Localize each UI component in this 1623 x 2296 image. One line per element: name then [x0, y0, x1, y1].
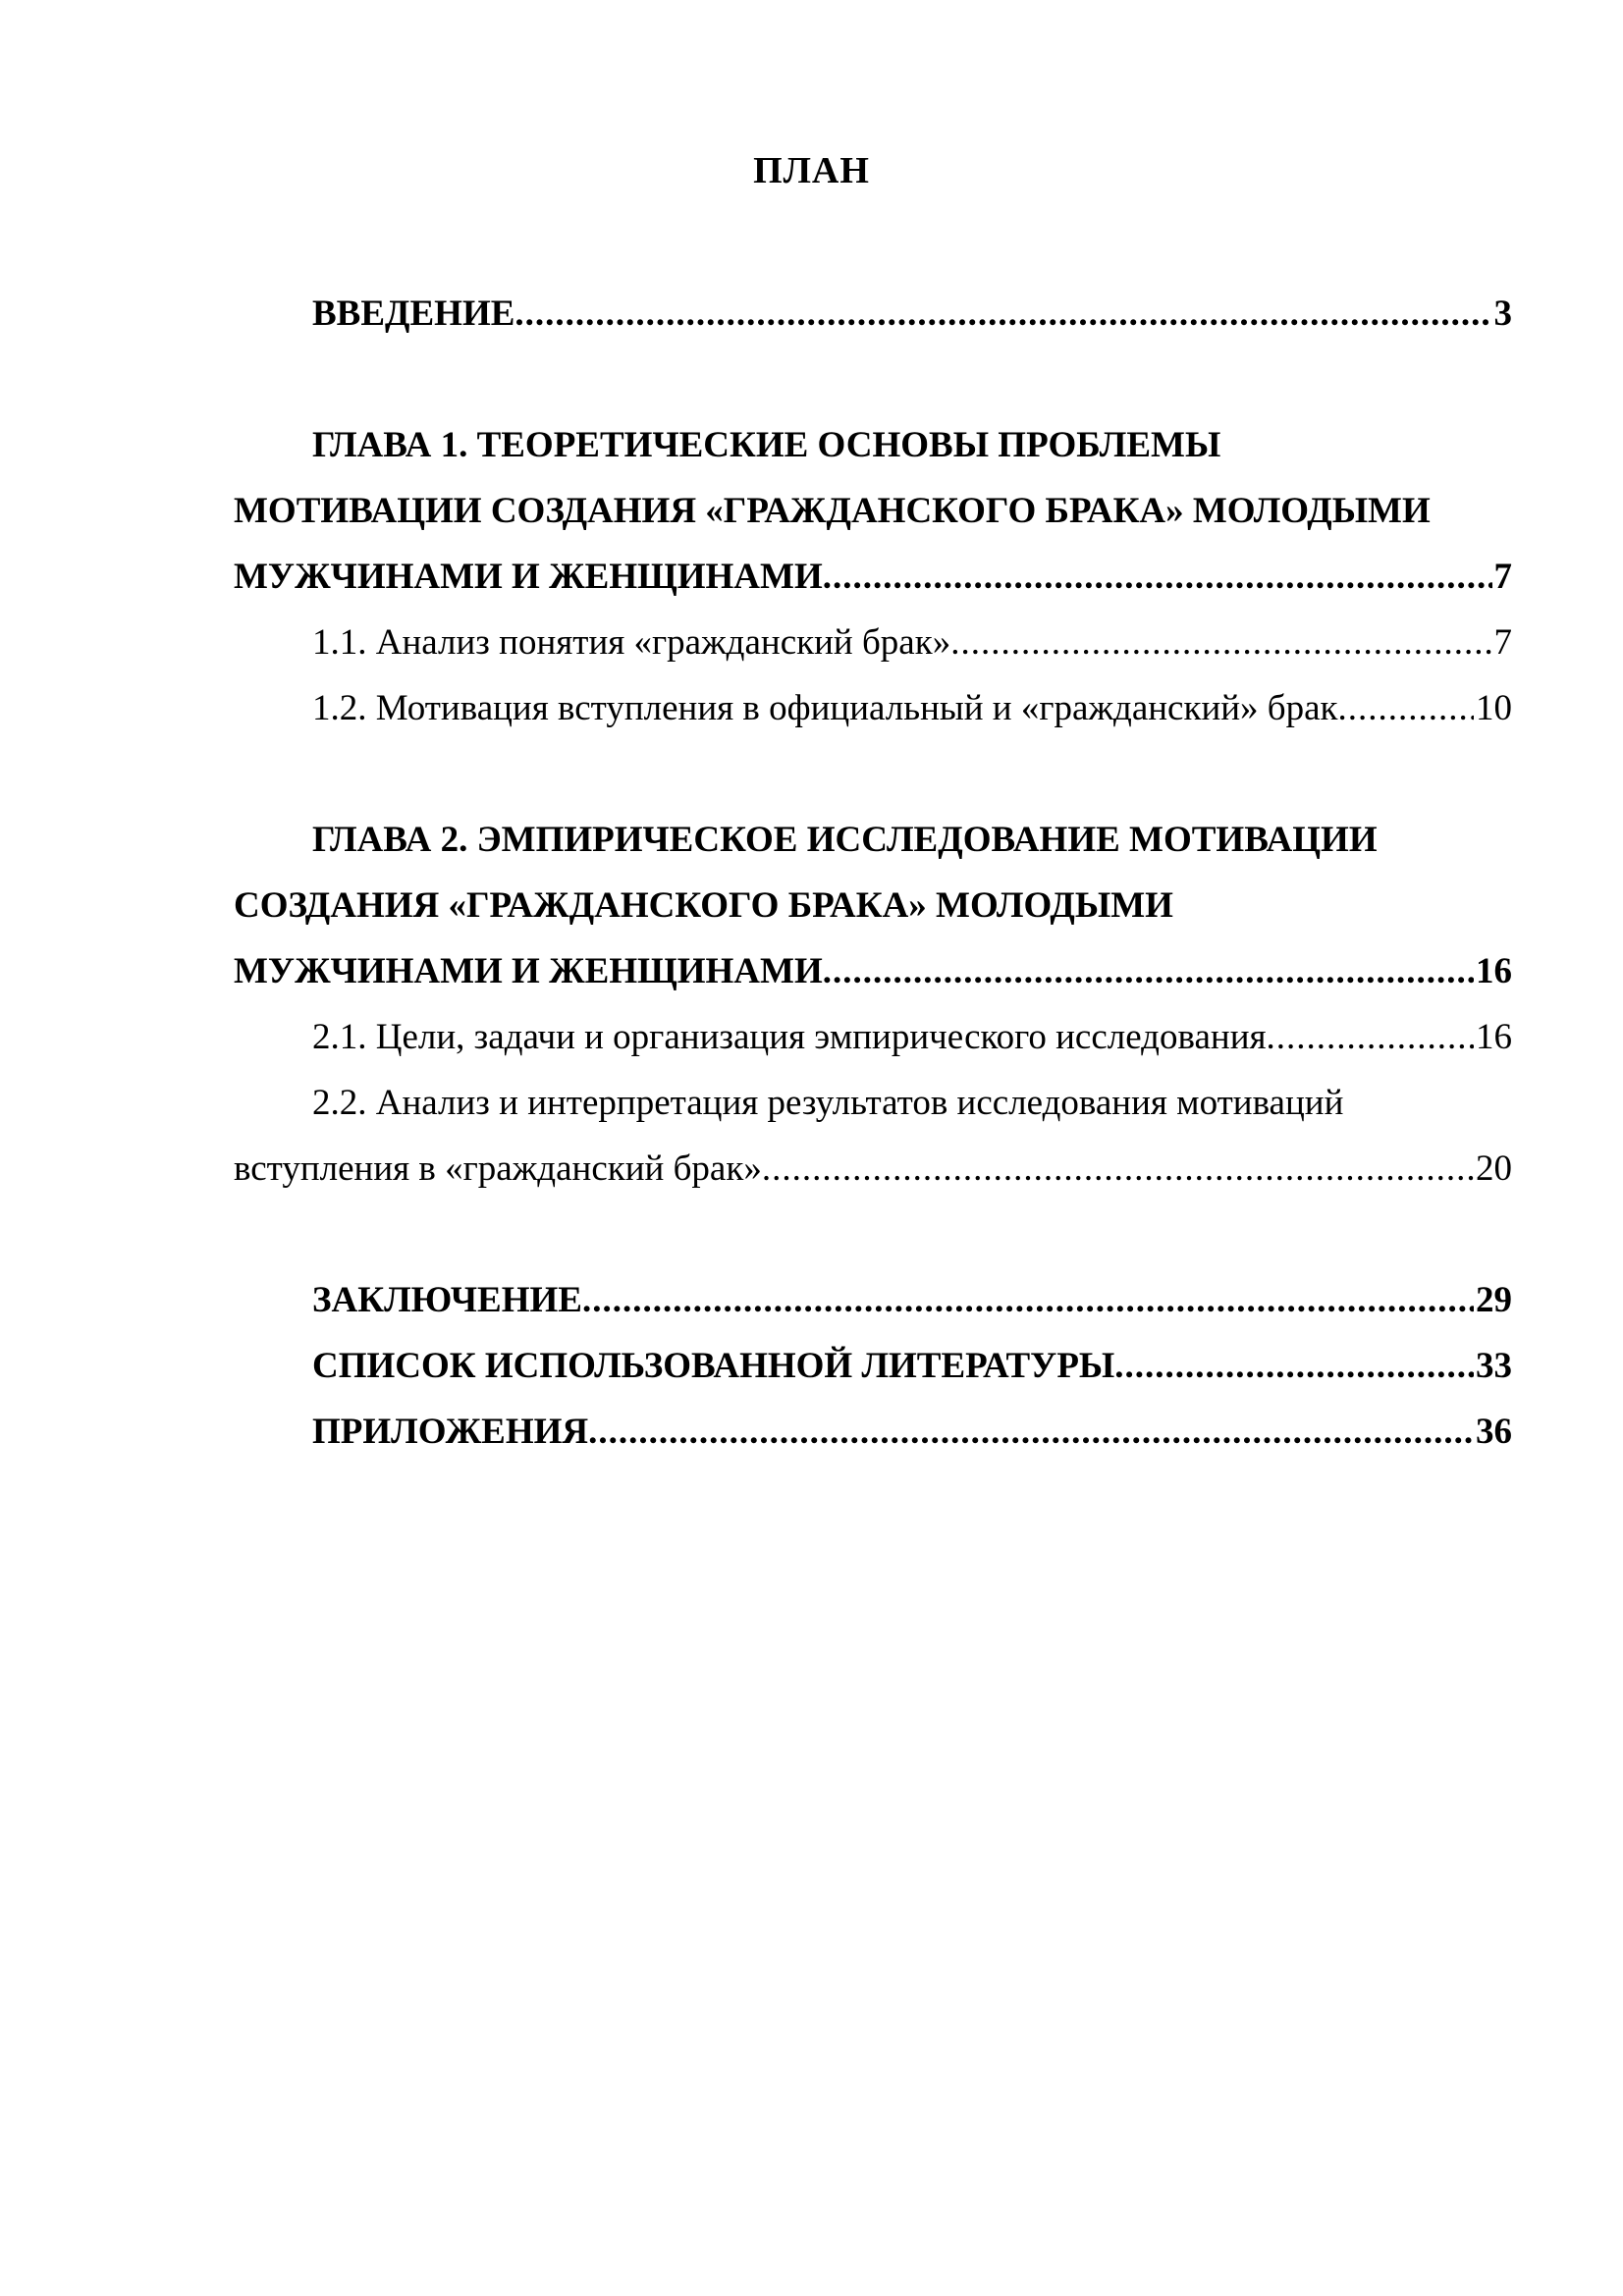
page-title: ПЛАН — [753, 150, 870, 191]
toc-entry-introduction — [234, 281, 1512, 347]
toc-page-number: 7 — [1493, 557, 1512, 597]
dot-leader — [823, 938, 1474, 1004]
toc-label: 1.1. Анализ понятия «гражданский брак» — [312, 622, 951, 663]
toc-label: 2.1. Цели, задачи и организация эмпирического исследования — [312, 1017, 1267, 1057]
toc-page-number: 33 — [1476, 1346, 1512, 1386]
toc-label: СПИСОК ИСПОЛЬЗОВАННОЙ ЛИТЕРАТУРЫ — [312, 1346, 1115, 1386]
toc-page-number: 7 — [1493, 622, 1512, 663]
toc-entry-references — [234, 1333, 1512, 1399]
toc-entry-conclusion — [234, 1267, 1512, 1333]
dot-leader — [1338, 675, 1474, 741]
dot-leader — [950, 610, 1491, 675]
dot-leader — [588, 1399, 1474, 1465]
chapter-1-title-line-1: ГЛАВА 1. ТЕОРЕТИЧЕСКИЕ ОСНОВЫ ПРОБЛЕМЫ — [312, 425, 1221, 465]
dot-leader — [582, 1267, 1474, 1333]
chapter-2-title-line-2: СОЗДАНИЯ «ГРАЖДАНСКОГО БРАКА» МОЛОДЫМИ — [234, 885, 1173, 926]
toc-label: 1.2. Мотивация вступления в официальный и «гражданский» брак — [312, 688, 1338, 728]
dot-leader — [1114, 1333, 1474, 1399]
toc-page-number: 36 — [1476, 1412, 1512, 1452]
dot-leader — [823, 544, 1492, 610]
toc-section-2-1 — [234, 1004, 1512, 1070]
toc-page-number: 16 — [1476, 951, 1512, 991]
toc-page-number: 29 — [1476, 1280, 1512, 1320]
table-of-contents — [234, 281, 1512, 1465]
toc-section-1-1 — [234, 610, 1512, 675]
chapter-1-title-line-2: МОТИВАЦИИ СОЗДАНИЯ «ГРАЖДАНСКОГО БРАКА» МОЛОДЫМИ — [234, 491, 1431, 531]
toc-section-2-2-line-1: 2.2. Анализ и интерпретация результатов исследования мотиваций — [312, 1083, 1344, 1123]
toc-chapter-2 — [234, 807, 1512, 1201]
dot-leader — [762, 1136, 1474, 1201]
chapter-2-title-line-1: ГЛАВА 2. ЭМПИРИЧЕСКОЕ ИССЛЕДОВАНИЕ МОТИВАЦИИ — [312, 820, 1378, 860]
toc-label: ПРИЛОЖЕНИЯ — [312, 1412, 589, 1452]
toc-page-number: 10 — [1476, 688, 1512, 728]
toc-page-number: 3 — [1493, 294, 1512, 334]
dot-leader — [514, 281, 1491, 347]
toc-entry-appendices — [234, 1399, 1512, 1465]
toc-label: МУЖЧИНАМИ И ЖЕНЩИНАМИ — [234, 951, 823, 991]
toc-section-1-2 — [234, 675, 1512, 741]
toc-label: МУЖЧИНАМИ И ЖЕНЩИНАМИ — [234, 557, 823, 597]
toc-section-2-2-line-2 — [234, 1136, 1512, 1201]
toc-label: ВВЕДЕНИЕ — [312, 294, 515, 334]
toc-label: вступления в «гражданский брак» — [234, 1148, 762, 1189]
chapter-2-title-line-3 — [234, 938, 1512, 1004]
toc-page-number: 16 — [1476, 1017, 1512, 1057]
dot-leader — [1267, 1004, 1474, 1070]
toc-chapter-1 — [234, 412, 1512, 741]
toc-label: ЗАКЛЮЧЕНИЕ — [312, 1280, 582, 1320]
toc-page-number: 20 — [1476, 1148, 1512, 1189]
chapter-1-title-line-3 — [234, 544, 1512, 610]
